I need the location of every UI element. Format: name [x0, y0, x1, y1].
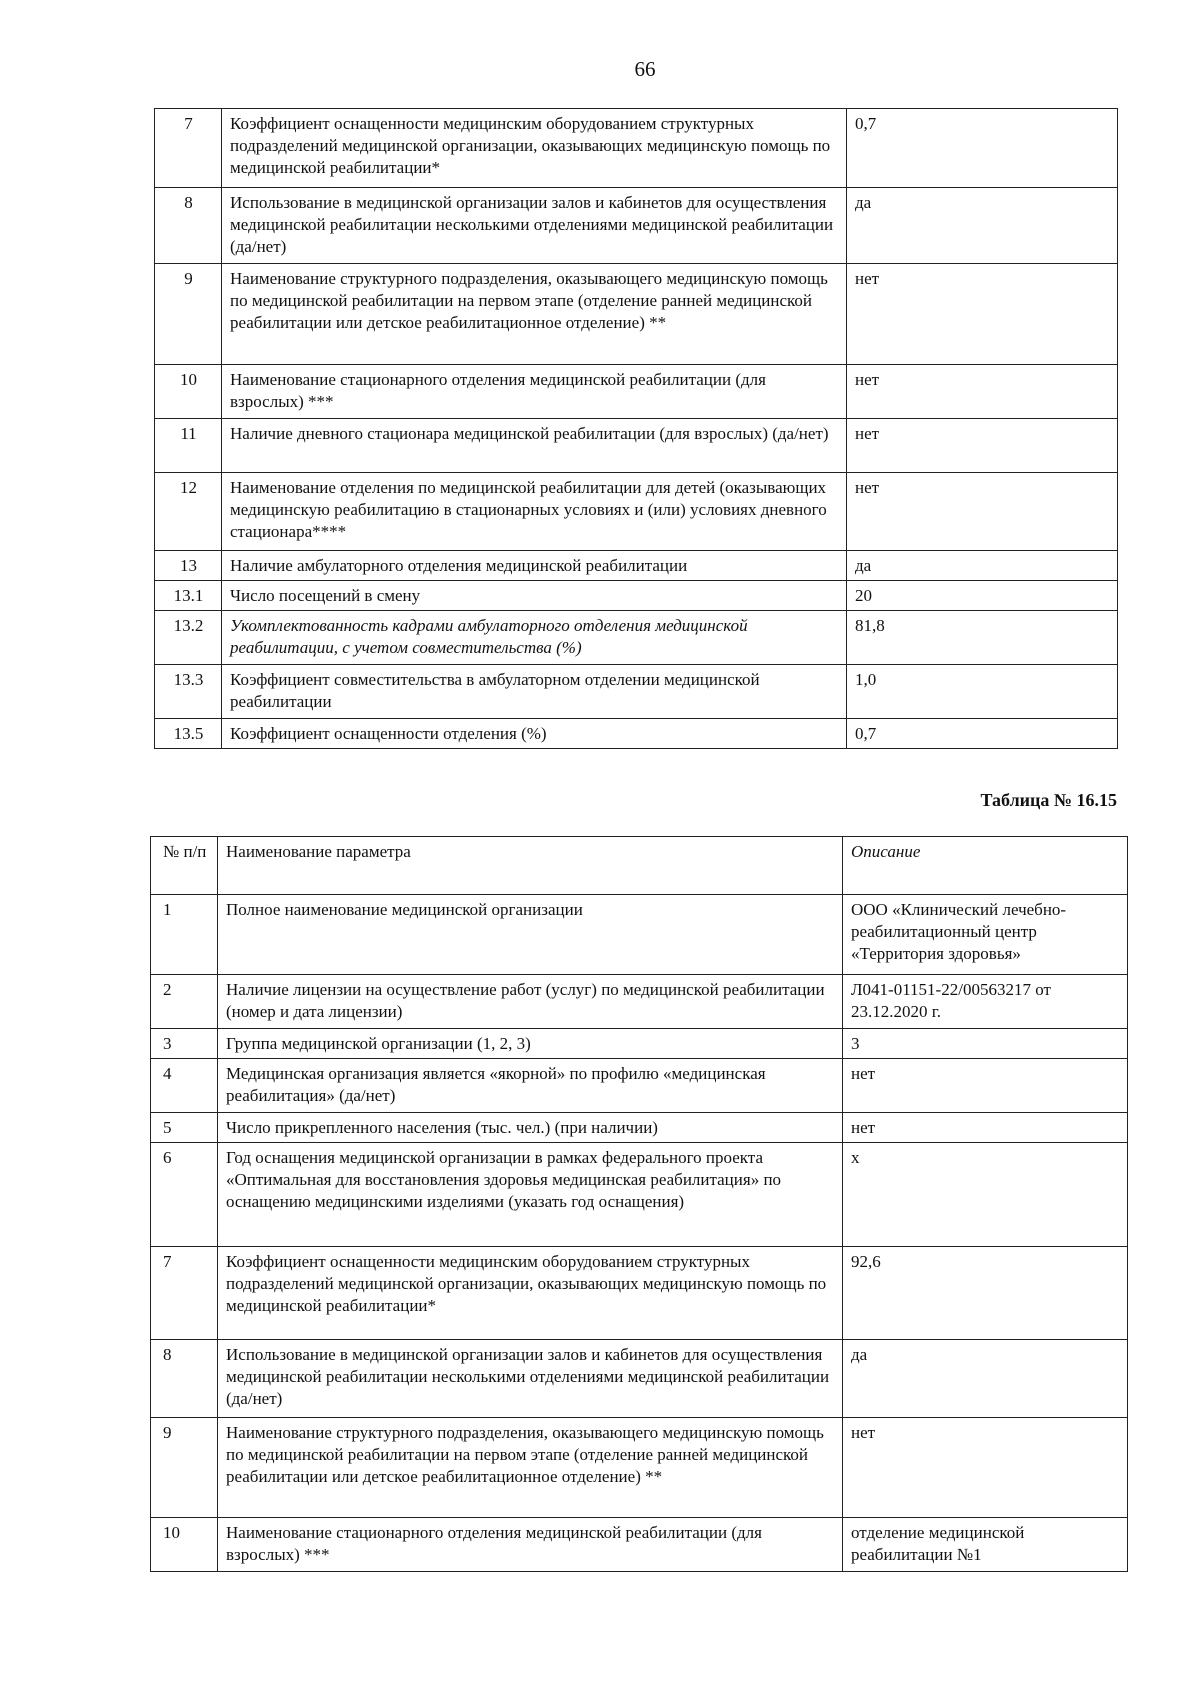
table-row [155, 665, 1118, 719]
row-number: 13 [155, 551, 222, 581]
table-row [155, 109, 1118, 188]
page-number: 66 [634, 57, 656, 81]
parameter-value: 3 [843, 1029, 1128, 1059]
parameter-value: 0,7 [847, 719, 1118, 749]
table-caption: Таблица № 16.15 [980, 790, 1117, 810]
parameter-value: х [843, 1143, 1128, 1247]
parameter-name: Использование в медицинской организации залов и кабинетов для осуществления медицинской реабилитации несколькими отделениями медицинской реабилитации (да/нет) [218, 1340, 843, 1418]
table-continued [154, 108, 1118, 749]
row-number: 11 [155, 419, 222, 473]
parameter-name: Медицинская организация является «якорной» по профилю «медицинская реабилитация» (да/нет) [218, 1059, 843, 1113]
row-number: 4 [151, 1059, 218, 1113]
parameter-value: ООО «Клинический лечебно-реабилитационный центр «Территория здоровья» [843, 895, 1128, 975]
parameter-value: 81,8 [847, 611, 1118, 665]
parameter-value: 0,7 [847, 109, 1118, 188]
table-row [155, 264, 1118, 365]
table-row [151, 975, 1128, 1029]
table-row [151, 1418, 1128, 1518]
parameter-name: Группа медицинской организации (1, 2, 3) [218, 1029, 843, 1059]
table-row [155, 551, 1118, 581]
parameter-name: Наименование структурного подразделения, оказывающего медицинскую помощь по медицинской реабилитации на первом этапе (отделение ранней медицинской реабилитации или детское реабилитационное отделение) ** [222, 264, 847, 365]
header-description: Описание [843, 837, 1128, 895]
table-row [155, 365, 1118, 419]
table-row [151, 1059, 1128, 1113]
row-number: 10 [151, 1518, 218, 1572]
row-number: 13.5 [155, 719, 222, 749]
table-row [151, 1340, 1128, 1418]
row-number: 2 [151, 975, 218, 1029]
row-number: 7 [155, 109, 222, 188]
row-number: 3 [151, 1029, 218, 1059]
parameter-name: Число прикрепленного населения (тыс. чел.) (при наличии) [218, 1113, 843, 1143]
row-number: 6 [151, 1143, 218, 1247]
parameter-value: нет [843, 1059, 1128, 1113]
table-row [155, 611, 1118, 665]
parameter-name: Наличие дневного стационара медицинской реабилитации (для взрослых) (да/нет) [222, 419, 847, 473]
table-16-15 [150, 836, 1128, 1572]
table-row [151, 895, 1128, 975]
row-number: 13.1 [155, 581, 222, 611]
parameter-name: Использование в медицинской организации залов и кабинетов для осуществления медицинской реабилитации несколькими отделениями медицинской реабилитации (да/нет) [222, 188, 847, 264]
parameter-name: Наличие амбулаторного отделения медицинской реабилитации [222, 551, 847, 581]
table-row [155, 473, 1118, 551]
table-header-row [151, 837, 1128, 895]
parameter-name: Наличие лицензии на осуществление работ (услуг) по медицинской реабилитации (номер и дата лицензии) [218, 975, 843, 1029]
row-number: 8 [151, 1340, 218, 1418]
parameter-value: нет [843, 1418, 1128, 1518]
parameter-name: Год оснащения медицинской организации в рамках федерального проекта «Оптимальная для восстановления здоровья медицинская реабилитация» по оснащению медицинскими изделиями (указать год оснащения) [218, 1143, 843, 1247]
parameter-name: Число посещений в смену [222, 581, 847, 611]
parameter-value: 20 [847, 581, 1118, 611]
table-row [151, 1113, 1128, 1143]
table-row [151, 1247, 1128, 1340]
row-number: 7 [151, 1247, 218, 1340]
table-row [155, 581, 1118, 611]
parameter-name: Наименование стационарного отделения медицинской реабилитации (для взрослых) *** [222, 365, 847, 419]
row-number: 13.3 [155, 665, 222, 719]
row-number: 13.2 [155, 611, 222, 665]
parameter-name: Коэффициент оснащенности медицинским оборудованием структурных подразделений медицинской организации, оказывающих медицинскую помощь по медицинской реабилитации* [218, 1247, 843, 1340]
row-number: 9 [151, 1418, 218, 1518]
row-number: 9 [155, 264, 222, 365]
parameter-name: Наименование отделения по медицинской реабилитации для детей (оказывающих медицинскую реабилитацию в стационарных условиях и (или) условиях дневного стационара**** [222, 473, 847, 551]
table-row [151, 1518, 1128, 1572]
parameter-name: Укомплектованность кадрами амбулаторного отделения медицинской реабилитации, с учетом совместительства (%) [222, 611, 847, 665]
parameter-value: да [847, 188, 1118, 264]
header-parameter: Наименование параметра [218, 837, 843, 895]
table-row [155, 419, 1118, 473]
table-row [151, 1029, 1128, 1059]
table-row [155, 719, 1118, 749]
parameter-name: Наименование структурного подразделения, оказывающего медицинскую помощь по медицинской реабилитации на первом этапе (отделение ранней медицинской реабилитации или детское реабилитационное отделение) ** [218, 1418, 843, 1518]
parameter-value: 92,6 [843, 1247, 1128, 1340]
table-row [155, 188, 1118, 264]
parameter-name: Коэффициент совместительства в амбулаторном отделении медицинской реабилитации [222, 665, 847, 719]
parameter-name: Коэффициент оснащенности медицинским оборудованием структурных подразделений медицинской организации, оказывающих медицинскую помощь по медицинской реабилитации* [222, 109, 847, 188]
row-number: 10 [155, 365, 222, 419]
parameter-value: 1,0 [847, 665, 1118, 719]
header-number: № п/п [151, 837, 218, 895]
parameter-value: Л041-01151-22/00563217 от 23.12.2020 г. [843, 975, 1128, 1029]
row-number: 8 [155, 188, 222, 264]
parameter-name: Наименование стационарного отделения медицинской реабилитации (для взрослых) *** [218, 1518, 843, 1572]
parameter-value: отделение медицинской реабилитации №1 [843, 1518, 1128, 1572]
parameter-name: Коэффициент оснащенности отделения (%) [222, 719, 847, 749]
row-number: 1 [151, 895, 218, 975]
row-number: 12 [155, 473, 222, 551]
table-row [151, 1143, 1128, 1247]
parameter-value: да [847, 551, 1118, 581]
parameter-value: нет [843, 1113, 1128, 1143]
parameter-value: нет [847, 365, 1118, 419]
row-number: 5 [151, 1113, 218, 1143]
parameter-value: нет [847, 473, 1118, 551]
parameter-value: нет [847, 419, 1118, 473]
parameter-name: Полное наименование медицинской организации [218, 895, 843, 975]
parameter-value: нет [847, 264, 1118, 365]
parameter-value: да [843, 1340, 1128, 1418]
